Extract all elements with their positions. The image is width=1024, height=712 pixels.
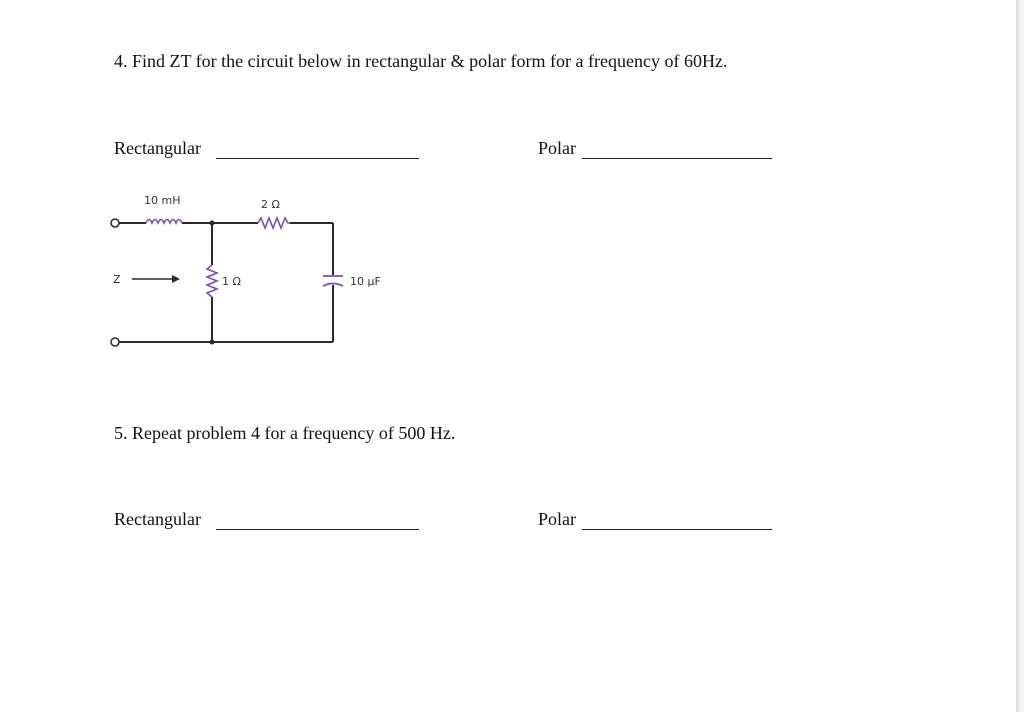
problem-5-question: 5. Repeat problem 4 for a frequency of 500 Hz. <box>114 423 456 443</box>
series-resistor-label: 2 Ω <box>261 198 280 211</box>
problem-5-rectangular-answer-line[interactable] <box>216 529 419 530</box>
shunt-resistor-symbol <box>207 265 217 297</box>
junction-dot-top <box>210 221 215 226</box>
problem-5-polar-label: Polar <box>538 509 576 529</box>
problem-4-polar-answer-line[interactable] <box>582 158 772 159</box>
problem-4-rectangular-answer-line[interactable] <box>216 158 419 159</box>
problem-4-polar-label: Polar <box>538 138 576 158</box>
problem-5-polar-answer-line[interactable] <box>582 529 772 530</box>
series-resistor-symbol <box>258 218 290 228</box>
circuit-diagram <box>100 185 410 355</box>
input-terminal-top <box>111 219 119 227</box>
problem-5-rectangular-label: Rectangular <box>114 509 201 529</box>
capacitor-label: 10 μF <box>350 275 381 288</box>
inductor-symbol <box>146 220 182 224</box>
shunt-resistor-label: 1 Ω <box>222 275 241 288</box>
problem-4-question: 4. Find ZT for the circuit below in rectangular & polar form for a frequency of 60Hz. <box>114 51 728 71</box>
inductor-label: 10 mH <box>144 194 181 207</box>
page-edge-shadow <box>1016 0 1024 712</box>
capacitor-symbol <box>323 276 343 286</box>
impedance-label: Z <box>113 273 121 286</box>
problem-4-rectangular-label: Rectangular <box>114 138 201 158</box>
junction-dot-bottom <box>210 340 215 345</box>
input-terminal-bottom <box>111 338 119 346</box>
impedance-arrow <box>132 275 180 283</box>
